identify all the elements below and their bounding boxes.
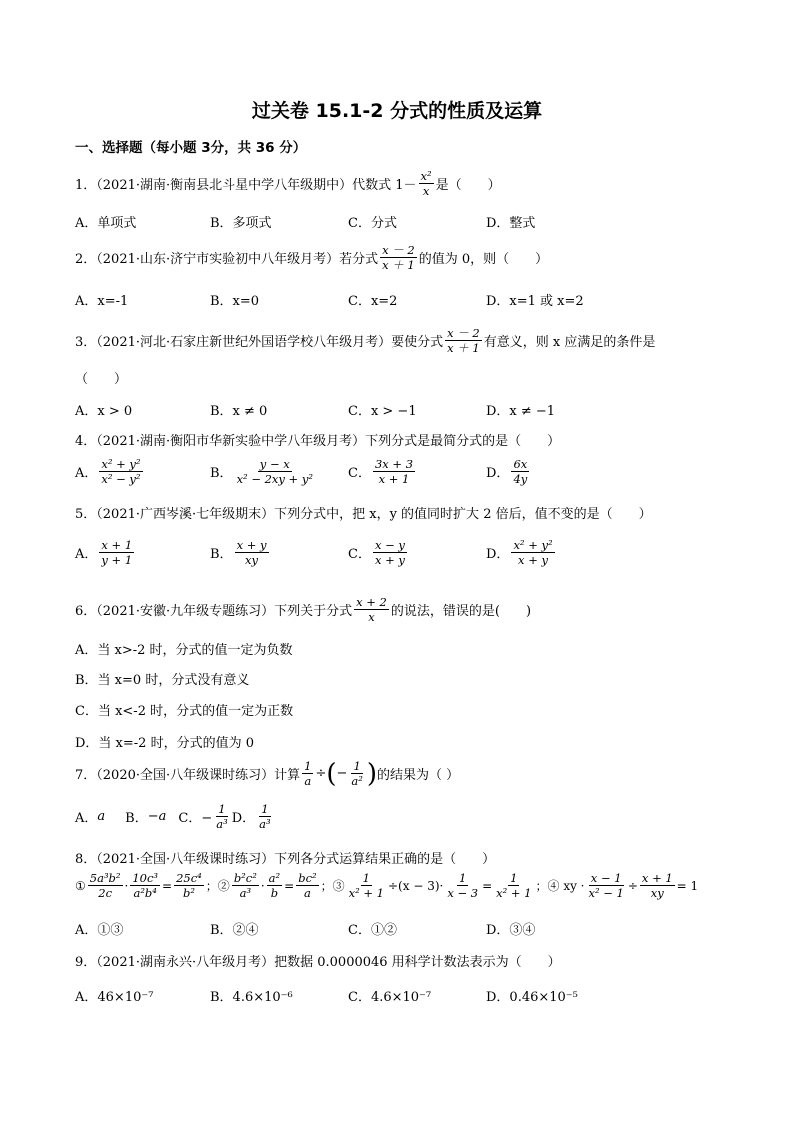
question-4-stem: 4．（2021·湖南·衡阳市华新实验中学八年级月考）下列分式是最简分式的是（ ） — [75, 434, 561, 449]
question-7-stem — [75, 760, 459, 787]
q1-num: x² — [420, 169, 432, 183]
q6-option-c: C．当 x<-2 时，分式的值一定为正数 — [75, 704, 294, 719]
q8-e2-f2n: a² — [268, 871, 281, 885]
q7-f2-num: 1 — [353, 759, 361, 773]
q5-d-fraction — [511, 539, 554, 566]
q8-e3-mid: ÷(x − 3)· — [388, 878, 444, 893]
q4-option-c — [348, 458, 417, 485]
q7-left-paren: ( — [326, 758, 337, 789]
q4-option-a — [75, 458, 145, 485]
q8-e1-mark: ① — [75, 878, 86, 893]
q9-option-d: D．0.46×10⁻⁵ — [486, 990, 578, 1005]
q7-b-label: B． — [125, 811, 148, 827]
q4-d-num: 6x — [513, 457, 528, 471]
q5-a-label: A． — [75, 547, 98, 563]
question-8-stem: 8．（2021·全国·八年级课时练习）下列各分式运算结果正确的是（ ） — [75, 852, 496, 867]
q9-option-a: A．46×10⁻⁷ — [75, 990, 154, 1005]
q7-f1-den: a — [304, 774, 312, 789]
q5-b-label: B． — [210, 547, 233, 563]
page-title: 过关卷 15.1-2 分式的性质及运算 — [251, 100, 543, 122]
q4-c-den: x + 1 — [378, 472, 410, 487]
q5-b-num: x + y — [236, 538, 267, 552]
q4-d-label: D． — [486, 466, 510, 482]
q7-d-den: a³ — [259, 817, 271, 832]
q7-b-value: −a — [147, 809, 167, 825]
question-6-stem — [75, 596, 531, 623]
q2-fraction — [380, 244, 417, 271]
q8-e1-f3n: 25c⁴ — [176, 871, 202, 885]
q5-option-a — [75, 539, 136, 566]
q8-e2-f3d: a — [303, 886, 311, 901]
q2-option-c: C．x=2 — [348, 294, 398, 309]
q7-a-label: A． — [75, 811, 98, 827]
q5-b-fraction — [235, 539, 269, 566]
q5-c-num: x − y — [374, 538, 405, 552]
q8-e1-f1n: 5a³b² — [89, 871, 121, 885]
q8-e4-mark: ；④ xy · — [535, 879, 585, 894]
q7-div: ÷ — [315, 766, 327, 782]
q5-d-label: D． — [486, 547, 510, 563]
q5-d-den: x + y — [518, 553, 548, 568]
q8-e2-f2d: b — [270, 886, 279, 901]
q6-num: x + 2 — [356, 595, 387, 609]
q8-e4-f2 — [640, 872, 675, 899]
q4-a-fraction — [99, 458, 142, 485]
q8-e4-f1 — [587, 872, 626, 899]
q5-a-num: x + 1 — [101, 538, 133, 552]
q6-fraction — [354, 596, 389, 623]
q8-option-c: C．①② — [348, 923, 397, 938]
q8-e1-f2n: 10c³ — [132, 871, 159, 885]
q9-option-c: C．4.6×10⁻⁷ — [348, 990, 432, 1005]
q8-e3-f3 — [494, 872, 533, 899]
q3-den: x ＋ 1 — [447, 341, 480, 356]
q5-option-c — [348, 539, 409, 566]
q8-expressions: ① $\frac{\text{5a³b²}}{2c}$ · $\frac{\text{10c³}}{\text{a²b⁴}}$ = $\frac{\text{25c⁴}}{\text{b²}}$ ；② $\frac{\text{b²c²}}{\text{a³}}$ · $\frac{\text{a²}}{b}$ = $\frac{\text{bc²}}{a}$ ；③ $\frac{1}{\text{x² + 1}}$ ÷(x − 3)· $\frac{1}{x - 3}$ = $\frac{1}{\text{x² + 1}}$ ；④ xy · $\frac{x - 1}{\text{x² − 1}}$ ÷ $\frac{x + 1}{xy}$ = 1 — [75, 871, 699, 901]
q8-e1-f1 — [88, 872, 123, 899]
q5-d-num: x² + y² — [513, 538, 553, 552]
q7-minus: − — [336, 766, 348, 782]
q8-e3-f1 — [347, 872, 386, 899]
q4-a-label: A． — [75, 466, 98, 482]
q4-b-den: x² − 2xy + y² — [236, 472, 313, 487]
q4-option-b — [210, 458, 317, 485]
q8-e3-f3d: x² + 1 — [496, 886, 532, 901]
q2-option-b: B．x=0 — [210, 294, 260, 309]
q1-stem-b: 是（ ） — [435, 178, 501, 194]
q8-option-b: B．②④ — [210, 923, 259, 938]
q6-stem-b: 的说法，错误的是( ) — [390, 604, 532, 620]
q6-stem-a: 6．（2021·安徽·九年级专题练习）下列关于分式 — [75, 604, 353, 620]
q8-e4-f1n: x − 1 — [590, 871, 622, 885]
q4-b-fraction — [235, 458, 315, 485]
q8-e3-mark: ；③ — [320, 879, 345, 894]
q3-option-c: C．x > −1 — [348, 404, 417, 419]
q1-option-c: C．分式 — [348, 216, 397, 231]
question-5-stem: 5．（2021·广西岑溪·七年级期末）下列分式中，把 x，y 的值同时扩大 2 倍后，值不变的是（ ） — [75, 507, 652, 522]
q8-e3-f2 — [445, 872, 480, 899]
q6-den: x — [368, 610, 375, 625]
q7-fraction-2 — [349, 760, 364, 787]
q1-stem-a: 1．（2021·湖南·衡南县北斗星中学八年级期中）代数式 1－ — [75, 178, 417, 194]
q8-e1-f2 — [130, 872, 160, 899]
q5-a-fraction — [99, 539, 134, 566]
q1-option-d: D．整式 — [486, 216, 536, 231]
q8-e2-mark: ；② — [205, 879, 230, 894]
q8-e3-f3n: 1 — [510, 871, 518, 885]
q7-f2-den: a² — [351, 774, 363, 789]
q8-e2-f3 — [296, 872, 318, 899]
q8-e1-f1d: 2c — [98, 886, 113, 901]
q2-stem-a: 2．（2021·山东·济宁市实验初中八年级月考）若分式 — [75, 252, 379, 268]
section-heading: 一、选择题（每小题 3分，共 36 分） — [75, 140, 307, 156]
q8-e1-f3 — [174, 872, 204, 899]
q8-e2-f1d: a³ — [239, 886, 252, 901]
q4-a-den: x² − y² — [101, 472, 141, 487]
q4-option-d — [486, 458, 531, 485]
q4-d-fraction — [511, 458, 529, 485]
q6-option-a: A．当 x>-2 时，分式的值一定为负数 — [75, 643, 293, 658]
q5-option-d — [486, 539, 557, 566]
q8-e4-f2d: xy — [650, 886, 664, 901]
q3-option-b: B．x ≠ 0 — [210, 404, 268, 419]
question-3-stem — [75, 327, 655, 354]
q8-e4-result: = 1 — [676, 878, 699, 893]
q7-stem-a: 7．（2020·全国·八年级课时练习）计算 — [75, 768, 301, 784]
q7-c-fraction — [214, 803, 229, 830]
q7-c-num: 1 — [218, 802, 226, 816]
q4-c-num: 3x + 3 — [374, 457, 414, 471]
q7-d-fraction — [257, 803, 272, 830]
q3-option-a: A．x > 0 — [75, 404, 133, 419]
q8-e2-f1n: b²c² — [233, 871, 257, 885]
question-2-stem — [75, 244, 548, 271]
q1-fraction — [419, 170, 434, 197]
q6-option-d: D．当 x=-2 时，分式的值为 0 — [75, 736, 254, 751]
q7-right-paren: ) — [366, 758, 378, 789]
q3-option-d: D．x ≠ −1 — [486, 404, 556, 419]
q2-option-a: A．x=-1 — [75, 294, 129, 309]
q8-e2-f1 — [232, 872, 259, 899]
q8-e1-f2d: a²b⁴ — [133, 886, 157, 901]
q3-stem-b: 有意义，则 x 应满足的条件是 — [483, 335, 656, 351]
q5-c-label: C． — [348, 547, 371, 563]
q1-den: x — [422, 184, 430, 199]
q7-f1-num: 1 — [304, 759, 312, 773]
q1-option-b: B．多项式 — [210, 216, 272, 231]
q3-stem-c: （ ） — [75, 372, 128, 387]
q3-num: x － 2 — [447, 326, 480, 340]
q1-option-a: A．单项式 — [75, 216, 137, 231]
q4-c-label: C． — [348, 466, 371, 482]
q8-e1-f3d: b² — [182, 886, 195, 901]
q8-e3-f1d: x² + 1 — [348, 886, 384, 901]
q8-e3-f1n: 1 — [362, 871, 370, 885]
q4-b-label: B． — [210, 466, 233, 482]
q2-den: x ＋ 1 — [382, 258, 415, 273]
q3-fraction — [445, 327, 482, 354]
q7-d-num: 1 — [261, 802, 269, 816]
q8-e4-f2n: x + 1 — [641, 871, 673, 885]
q8-e4-f1d: x² − 1 — [588, 886, 624, 901]
question-9-stem: 9．（2021·湖南永兴·八年级月考）把数据 0.0000046 用科学计数法表示为（ ） — [75, 955, 561, 970]
q8-e3-f2d: x − 3 — [447, 886, 479, 901]
q4-c-fraction — [373, 458, 415, 485]
q7-c-label: C．− — [178, 811, 213, 827]
q4-b-num: y − x — [259, 457, 290, 471]
q5-b-den: xy — [245, 553, 259, 568]
q7-a-value: a — [97, 809, 106, 825]
q7-c-den: a³ — [216, 817, 228, 832]
q8-option-d: D．③④ — [486, 923, 536, 938]
q8-option-a: A．①③ — [75, 923, 124, 938]
q7-d-label: D． — [231, 811, 256, 827]
q6-option-b: B．当 x=0 时，分式没有意义 — [75, 673, 250, 688]
q8-e2-f2 — [267, 872, 282, 899]
q4-a-num: x² + y² — [101, 457, 141, 471]
q5-c-fraction — [373, 539, 407, 566]
q8-e2-f3n: bc² — [298, 871, 317, 885]
q2-num: x － 2 — [382, 243, 415, 257]
q8-e3-f2n: 1 — [459, 871, 467, 885]
q4-d-den: 4y — [513, 472, 528, 487]
q7-stem-b: 的结果为（ ） — [377, 768, 460, 784]
q2-stem-b: 的值为 0，则（ ） — [418, 252, 549, 268]
q2-option-d: D．x=1 或 x=2 — [486, 294, 584, 309]
q5-a-den: y + 1 — [101, 553, 133, 568]
q3-stem-a: 3．（2021·河北·石家庄新世纪外国语学校八年级月考）要使分式 — [75, 335, 444, 351]
q7-options — [75, 803, 275, 830]
q5-c-den: x + y — [374, 553, 405, 568]
question-1-stem — [75, 170, 501, 197]
q9-option-b: B．4.6×10⁻⁶ — [210, 990, 293, 1005]
q7-fraction-1 — [302, 760, 313, 787]
q5-option-b — [210, 539, 271, 566]
